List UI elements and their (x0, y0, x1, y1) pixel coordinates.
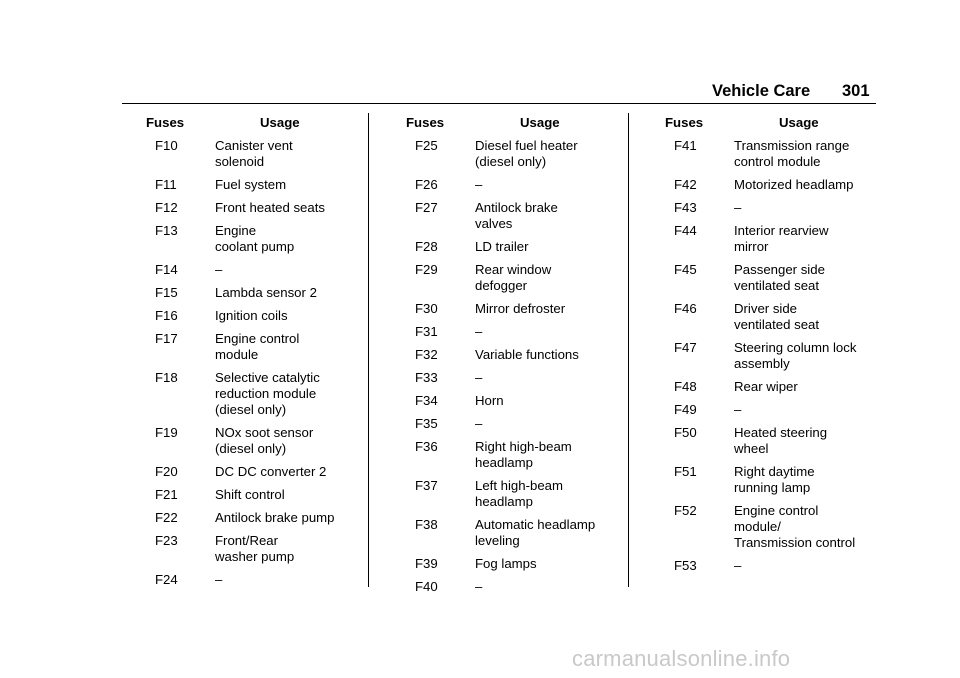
fuse-usage: Rear wiper (734, 379, 798, 394)
fuse-id: F46 (674, 301, 697, 316)
fuse-id: F10 (155, 138, 178, 153)
table-row (382, 579, 632, 595)
fuse-id: F53 (674, 558, 697, 573)
fuse-id: F38 (415, 517, 438, 532)
fuse-id: F45 (674, 262, 697, 277)
fuse-usage: Right high-beam headlamp (475, 439, 572, 470)
fuse-id: F34 (415, 393, 438, 408)
table-row (382, 239, 632, 255)
table-row (382, 393, 632, 409)
fuse-usage: Passenger side ventilated seat (734, 262, 825, 293)
fuse-id: F42 (674, 177, 697, 192)
fuse-id: F12 (155, 200, 178, 215)
table-row (641, 558, 891, 574)
fuse-id: F47 (674, 340, 697, 355)
fuse-id: F31 (415, 324, 438, 339)
fuse-id: F27 (415, 200, 438, 215)
fuse-id: F11 (155, 177, 177, 192)
fuse-usage: Mirror defroster (475, 301, 566, 316)
table-row (122, 425, 372, 457)
fuses-column-header: Fuses (665, 115, 704, 130)
table-row (122, 572, 372, 588)
fuse-id: F13 (155, 223, 178, 238)
fuse-usage: Interior rearview mirror (734, 223, 829, 254)
fuse-id: F48 (674, 379, 697, 394)
table-header (122, 115, 372, 131)
table-row (641, 503, 891, 551)
fuse-usage: – (475, 177, 483, 192)
fuse-usage: LD trailer (475, 239, 529, 254)
table-row (122, 308, 372, 324)
table-row (382, 200, 632, 232)
fuse-id: F37 (415, 478, 438, 493)
fuse-usage: Antilock brake valves (475, 200, 558, 231)
fuse-id: F15 (155, 285, 178, 300)
fuse-usage: – (215, 262, 223, 277)
fuse-usage: Variable functions (475, 347, 579, 362)
fuse-usage: DC DC converter 2 (215, 464, 327, 479)
fuse-usage: – (475, 324, 483, 339)
fuse-usage: Horn (475, 393, 504, 408)
table-row (382, 324, 632, 340)
fuse-id: F30 (415, 301, 438, 316)
table-row (641, 402, 891, 418)
fuse-usage: – (475, 416, 483, 431)
page-number: 301 (842, 82, 870, 100)
fuse-id: F52 (674, 503, 697, 518)
fuse-usage: Antilock brake pump (215, 510, 335, 525)
fuse-id: F41 (674, 138, 697, 153)
fuse-usage: Engine coolant pump (215, 223, 295, 254)
fuse-usage: Automatic headlamp leveling (475, 517, 596, 548)
table-row (122, 285, 372, 301)
fuse-usage: Motorized headlamp (734, 177, 854, 192)
table-header (641, 115, 891, 131)
fuse-usage: Driver side ventilated seat (734, 301, 820, 332)
fuse-id: F33 (415, 370, 438, 385)
table-row (382, 478, 632, 510)
fuse-usage: Selective catalytic reduction module (diesel only) (215, 370, 320, 417)
fuse-usage: – (475, 579, 483, 594)
fuse-id: F23 (155, 533, 178, 548)
fuse-usage: Fog lamps (475, 556, 537, 571)
usage-column-header: Usage (779, 115, 819, 130)
fuse-id: F35 (415, 416, 438, 431)
table-row (382, 439, 632, 471)
fuse-usage: Left high-beam headlamp (475, 478, 563, 509)
fuse-id: F17 (155, 331, 178, 346)
fuse-id: F18 (155, 370, 178, 385)
table-row (122, 223, 372, 255)
fuse-id: F32 (415, 347, 438, 362)
fuse-table-column-3 (641, 115, 891, 581)
table-row (641, 223, 891, 255)
fuse-usage: Engine control module (215, 331, 300, 362)
section-title: Vehicle Care (712, 82, 811, 100)
fuse-id: F21 (155, 487, 178, 502)
fuse-id: F28 (415, 239, 438, 254)
fuse-id: F26 (415, 177, 438, 192)
table-row (122, 200, 372, 216)
table-row (641, 138, 891, 170)
table-row (122, 533, 372, 565)
fuse-id: F40 (415, 579, 438, 594)
table-row (122, 370, 372, 418)
fuse-table-column-1 (122, 115, 372, 595)
fuse-usage: Fuel system (215, 177, 287, 192)
table-row (122, 177, 372, 193)
table-row (641, 200, 891, 216)
table-row (382, 556, 632, 572)
fuse-usage: Rear window defogger (475, 262, 552, 293)
fuse-id: F50 (674, 425, 697, 440)
table-row (641, 301, 891, 333)
table-row (382, 262, 632, 294)
table-row (382, 416, 632, 432)
table-row (382, 177, 632, 193)
fuse-id: F43 (674, 200, 697, 215)
fuse-id: F49 (674, 402, 697, 417)
fuse-usage: NOx soot sensor (diesel only) (215, 425, 314, 456)
fuse-usage: – (475, 370, 483, 385)
fuse-usage: – (215, 572, 223, 587)
fuse-usage: Right daytime running lamp (734, 464, 815, 495)
table-row (122, 138, 372, 170)
table-row (122, 487, 372, 503)
fuse-usage: Lambda sensor 2 (215, 285, 317, 300)
table-row (382, 301, 632, 317)
table-row (382, 138, 632, 170)
fuse-usage: Diesel fuel heater (diesel only) (475, 138, 578, 169)
fuse-usage: – (734, 402, 742, 417)
fuse-id: F39 (415, 556, 438, 571)
fuse-id: F44 (674, 223, 697, 238)
table-row (382, 517, 632, 549)
fuses-column-header: Fuses (406, 115, 445, 130)
table-row (122, 464, 372, 480)
fuse-usage: – (734, 558, 742, 573)
fuse-usage: Ignition coils (215, 308, 288, 323)
fuse-id: F20 (155, 464, 178, 479)
fuse-usage: Shift control (215, 487, 285, 502)
fuse-usage: Front/Rear washer pump (215, 533, 295, 564)
fuse-id: F29 (415, 262, 438, 277)
fuse-id: F19 (155, 425, 178, 440)
fuse-usage: Front heated seats (215, 200, 325, 215)
table-row (122, 262, 372, 278)
usage-column-header: Usage (260, 115, 300, 130)
watermark: carmanualsonline.info (572, 646, 791, 671)
table-row (641, 262, 891, 294)
fuse-id: F16 (155, 308, 178, 323)
table-row (641, 464, 891, 496)
table-row (641, 177, 891, 193)
fuse-usage: Steering column lock assembly (734, 340, 857, 371)
table-row (641, 379, 891, 395)
fuse-table-column-2 (382, 115, 632, 602)
fuse-id: F24 (155, 572, 178, 587)
usage-column-header: Usage (520, 115, 560, 130)
table-row (122, 510, 372, 526)
fuse-usage: Canister vent solenoid (215, 138, 293, 169)
header-rule (122, 103, 876, 104)
fuse-id: F36 (415, 439, 438, 454)
fuse-usage: – (734, 200, 742, 215)
fuse-id: F51 (674, 464, 697, 479)
table-header (382, 115, 632, 131)
table-row (122, 331, 372, 363)
fuse-usage: Heated steering wheel (734, 425, 828, 456)
fuse-usage: Transmission range control module (734, 138, 850, 169)
table-row (641, 425, 891, 457)
fuse-id: F25 (415, 138, 438, 153)
table-row (382, 347, 632, 363)
fuse-usage: Engine control module/ Transmission control (734, 503, 856, 550)
fuses-column-header: Fuses (146, 115, 185, 130)
fuse-id: F14 (155, 262, 178, 277)
fuse-id: F22 (155, 510, 178, 525)
table-row (382, 370, 632, 386)
table-row (641, 340, 891, 372)
